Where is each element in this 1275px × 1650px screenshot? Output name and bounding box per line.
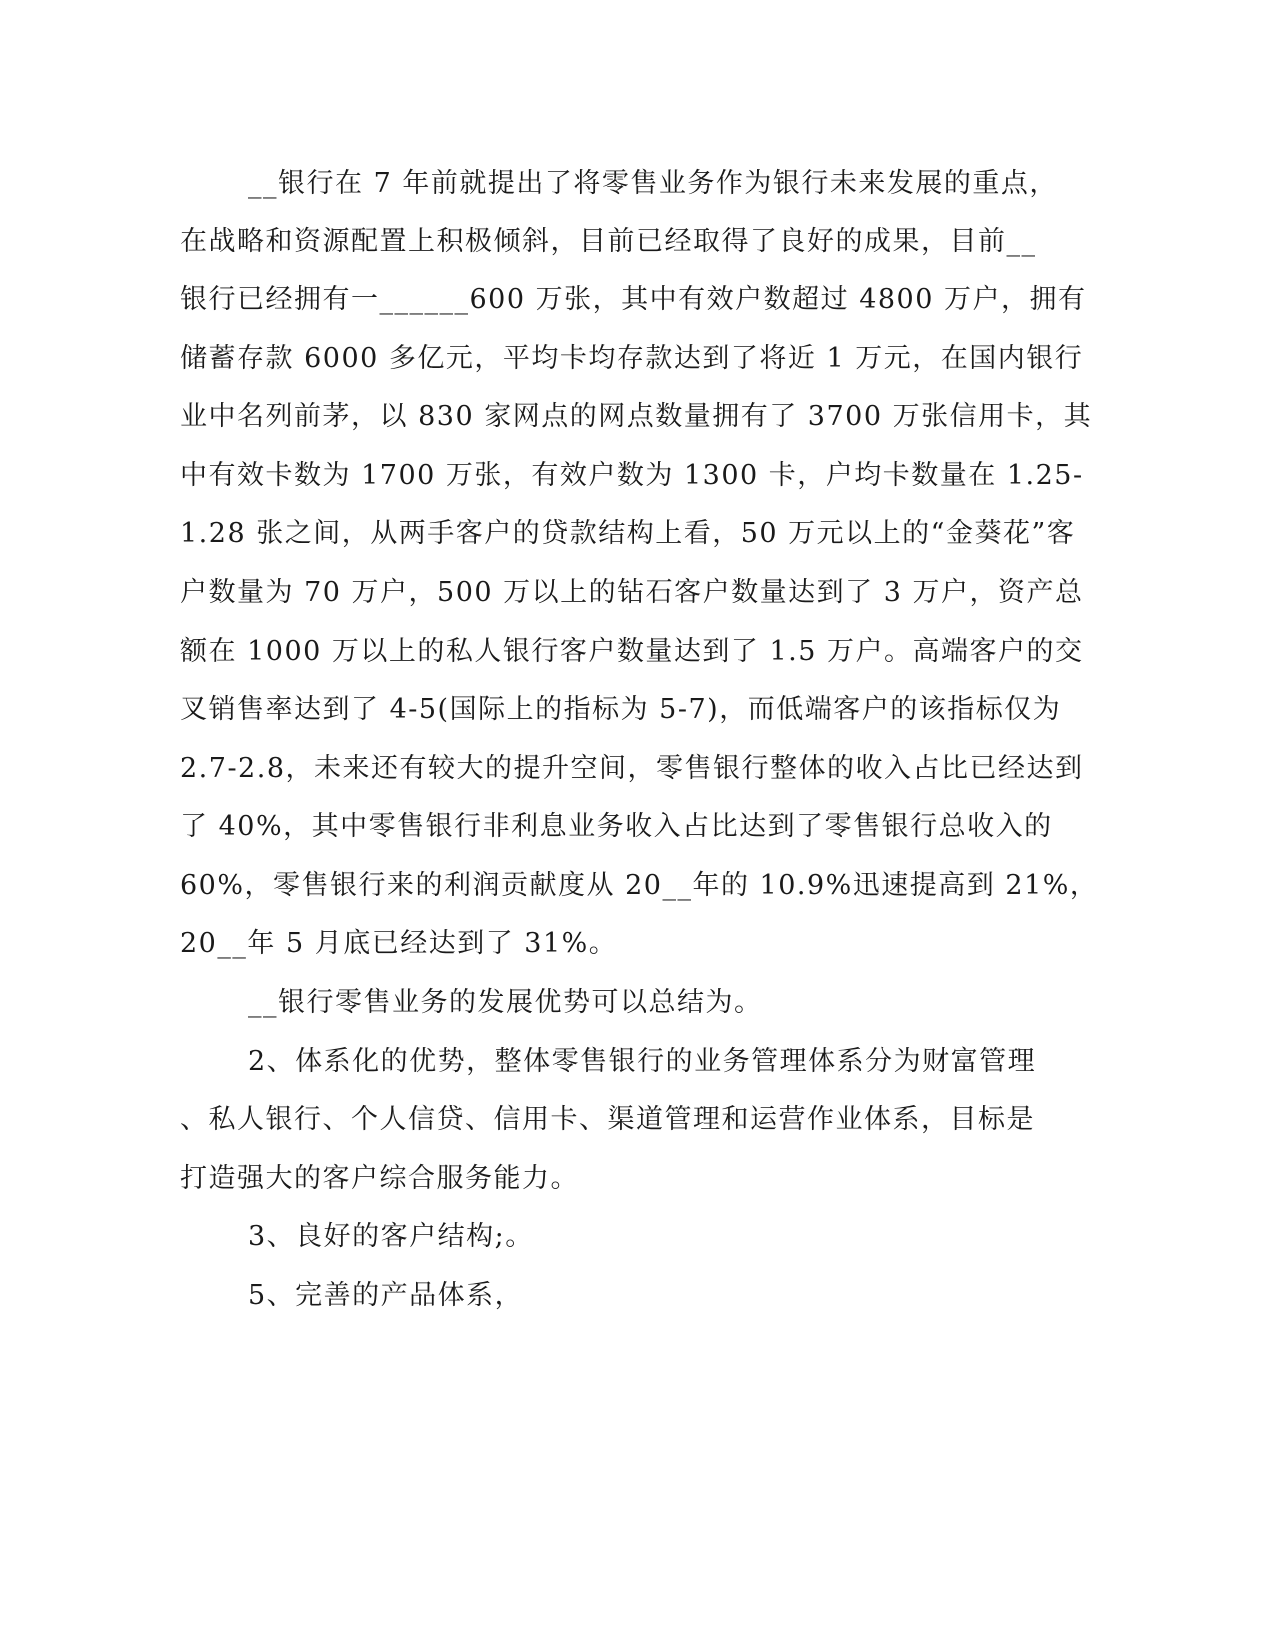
paragraph-3-line-3: 打造强大的客户综合服务能力。 xyxy=(180,1163,579,1194)
paragraph-1-line-5: 业中名列前茅，以 830 家网点的网点数量拥有了 3700 万张信用卡，其 xyxy=(180,401,1093,432)
paragraph-3-line-1: 2、体系化的优势，整体零售银行的业务管理体系分为财富管理 xyxy=(248,1046,1037,1077)
paragraph-1-line-13: 60%，零售银行来的利润贡献度从 20__年的 10.9%迅速提高到 21%， xyxy=(180,870,1099,901)
paragraph-1-line-9: 额在 1000 万以上的私人银行客户数量达到了 1.5 万户。高端客户的交 xyxy=(180,636,1084,667)
paragraph-1-line-8: 户数量为 70 万户，500 万以上的钻石客户数量达到了 3 万户，资产总 xyxy=(180,577,1084,608)
paragraph-1-line-14: 20__年 5 月底已经达到了 31%。 xyxy=(180,928,618,959)
paragraph-3-line-2: 、私人银行、个人信贷、信用卡、渠道管理和运营作业体系，目标是 xyxy=(180,1104,1035,1135)
paragraph-1-line-3: 银行已经拥有一______600 万张，其中有效户数超过 4800 万户，拥有 xyxy=(180,284,1087,315)
paragraph-4: 3、良好的客户结构;。 xyxy=(248,1221,534,1252)
paragraph-1-line-12: 了 40%，其中零售银行非利息业务收入占比达到了零售银行总收入的 xyxy=(180,811,1053,842)
paragraph-1-line-10: 叉销售率达到了 4-5(国际上的指标为 5-7)，而低端客户的该指标仅为 xyxy=(180,694,1062,725)
paragraph-1-line-1: __银行在 7 年前就提出了将零售业务作为银行未来发展的重点， xyxy=(248,168,1058,199)
paragraph-2: __银行零售业务的发展优势可以总结为。 xyxy=(248,987,763,1018)
paragraph-1-line-6: 中有效卡数为 1700 万张，有效户数为 1300 卡，户均卡数量在 1.25- xyxy=(180,460,1084,491)
paragraph-1-line-4: 储蓄存款 6000 多亿元，平均卡均存款达到了将近 1 万元，在国内银行 xyxy=(180,343,1084,374)
paragraph-1-line-2: 在战略和资源配置上积极倾斜，目前已经取得了良好的成果，目前__ xyxy=(180,226,1037,257)
paragraph-1-line-7: 1.28 张之间，从两手客户的贷款结构上看，50 万元以上的“金葵花”客 xyxy=(180,518,1076,549)
paragraph-5: 5、完善的产品体系， xyxy=(248,1280,524,1311)
paragraph-1-line-11: 2.7-2.8，未来还有较大的提升空间，零售银行整体的收入占比已经达到 xyxy=(180,753,1084,784)
